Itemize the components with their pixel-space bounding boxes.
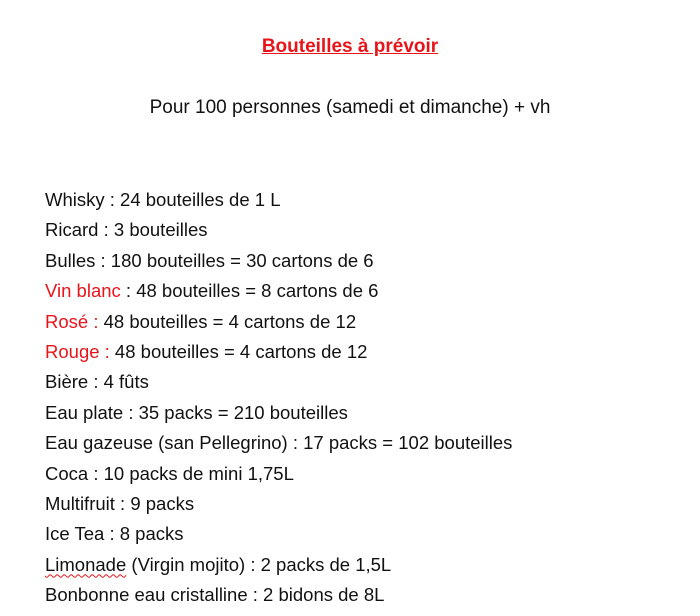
item-detail: (Virgin mojito) : 2 packs de 1,5L [126, 553, 392, 575]
item-detail: 180 bouteilles = 30 cartons de 6 [105, 249, 374, 271]
list-item [45, 522, 512, 552]
item-name: Bonbonne eau cristalline : [45, 584, 258, 606]
list-item [45, 370, 512, 400]
item-detail: 8 packs [114, 523, 184, 545]
item-detail: 4 fûts [98, 371, 149, 393]
document-title: Bouteilles à prévoir [261, 36, 439, 57]
item-detail: 10 packs de mini 1,75L [98, 462, 294, 484]
item-name: Bière : [45, 371, 99, 393]
item-name: Rouge : [45, 340, 110, 362]
list-item [45, 340, 512, 370]
item-name: Whisky : [45, 189, 115, 210]
item-name: Ice Tea : [45, 523, 115, 545]
item-name: Multifruit : [45, 492, 126, 514]
list-item [45, 310, 512, 340]
list-item [45, 218, 512, 248]
list-item [45, 188, 512, 218]
bottle-list [45, 188, 512, 613]
list-item [45, 553, 512, 583]
item-name: Bulles : [45, 249, 106, 271]
item-name: Eau gazeuse (san Pellegrino) : [45, 432, 298, 454]
list-item [45, 279, 512, 309]
list-item [45, 401, 512, 431]
item-detail: 35 packs = 210 bouteilles [133, 401, 348, 423]
document-subtitle: Pour 100 personnes (samedi et dimanche) + vh [149, 97, 551, 118]
list-item [45, 249, 512, 279]
item-name: Vin blanc [45, 280, 121, 302]
item-detail: 9 packs [125, 492, 195, 514]
list-item [45, 462, 512, 492]
item-detail: 48 bouteilles = 4 cartons de 12 [98, 310, 357, 332]
item-detail: 48 bouteilles = 4 cartons de 12 [109, 340, 368, 362]
item-detail: 24 bouteilles de 1 L [114, 189, 281, 210]
item-detail: 2 bidons de 8L [257, 584, 385, 606]
item-name: Eau plate : [45, 401, 134, 423]
list-item [45, 492, 512, 522]
item-name: Ricard : [45, 219, 109, 241]
item-name: Coca : [45, 462, 99, 484]
item-detail: 3 bouteilles [108, 219, 208, 241]
item-detail: : 48 bouteilles = 8 cartons de 6 [120, 280, 379, 302]
item-name: Rosé : [45, 310, 99, 332]
list-item [45, 583, 512, 613]
item-detail: 17 packs = 102 bouteilles [297, 432, 513, 454]
list-item [45, 431, 512, 461]
item-name: Limonade [45, 553, 127, 575]
